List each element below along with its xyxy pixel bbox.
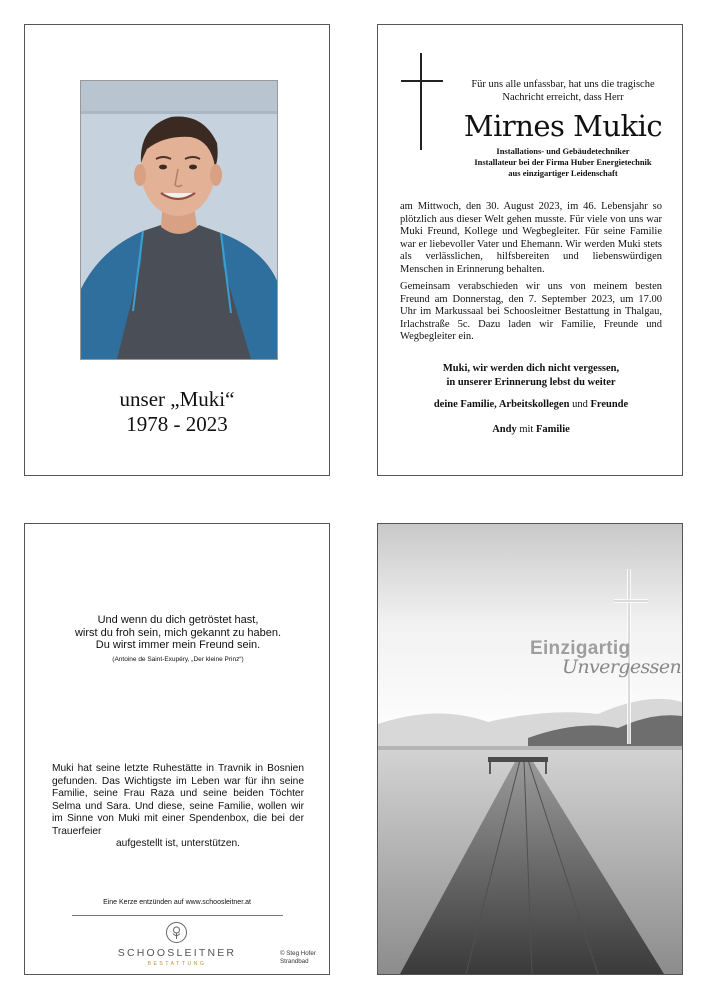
card-subtitle: Unvergessen	[562, 656, 682, 678]
quote-source: (Antoine de Saint-Exupéry, „Der kleine Prinz“)	[112, 655, 244, 663]
image-card	[377, 523, 683, 975]
signature-family: deine Familie, Arbeitskollegen und Freunde	[433, 399, 629, 410]
cross-bar	[401, 80, 443, 82]
cross-icon	[420, 53, 422, 150]
profession: Installations- und Gebäudetechniker Installateur bei der Firma Huber Energietechnik aus einzigartiger Leidenschaft	[474, 146, 652, 178]
jetty-image	[378, 524, 682, 974]
signature-andy: Andy mit Familie	[492, 424, 570, 435]
rose-logo-icon	[166, 922, 187, 943]
life-years: 1978 - 2023	[126, 412, 228, 436]
closing-words: Muki, wir werden dich nicht vergessen, in unserer Erinnerung lebst du weiter	[442, 363, 620, 388]
intro-text: Für uns alle unfassbar, hat uns die tragische Nachricht erreicht, dass Herr	[471, 79, 655, 103]
back-card	[24, 523, 330, 975]
deceased-name: Mirnes Mukic	[463, 109, 663, 143]
photo-credit: © Steg Hofer Strandbad	[280, 950, 316, 965]
announcement-card	[377, 24, 683, 476]
nickname: unser „Muki“	[119, 387, 235, 411]
brand-name: SCHOOSLEITNER	[117, 947, 237, 959]
brand-subtitle: BESTATTUNG	[147, 961, 207, 967]
farewell-paragraph: Gemeinsam verabschieden wir uns von meinem besten Freund am Donnerstag, den 7. September 2023, um 17.00 Uhr im Markussaal bei Schoosleitner Bestattung in Thalgau, Irlachstraße 5c. Dazu laden wir Familie, Freunde und Wegbegleiter ein.	[400, 281, 662, 342]
candle-link-text: Eine Kerze entzünden auf www.schoosleitner.at	[103, 899, 251, 906]
quote: Und wenn du dich getröstet hast, wirst du froh sein, mich gekannt zu haben. Du wirst immer mein Freund sein. (Antoine de Saint-Exupéry, „Der kleine Prinz“)	[74, 614, 282, 663]
divider	[72, 915, 283, 916]
death-paragraph: am Mittwoch, den 30. August 2023, im 46. Lebensjahr so plötzlich aus dieser Welt gehen musste. Für viele von uns war Muki Freund, Kollege und Wegbegleiter. Für seine Familie war er liebevoller Vater und Ehemann. Wir werden Muki stets als verlässlichen, hilfsbereiten und liebenswürdigen Menschen in Erinnerung behalten.	[400, 201, 662, 275]
cover-card	[24, 24, 330, 476]
burial-text: Muki hat seine letzte Ruhestätte in Travnik in Bosnien gefunden. Das Wichtigste im Leben war für ihn seine Familie, seine Frau Raza und seine beiden Töchter Selma und Sara. Und diese, seine Familie, wollen wir im Sinne von Muki mit einer Spendenbox, die bei der Trauerfeier aufgestellt ist, unterstützen.	[52, 763, 304, 849]
portrait-photo	[80, 80, 278, 360]
card-title: Einzigartig	[530, 638, 631, 659]
